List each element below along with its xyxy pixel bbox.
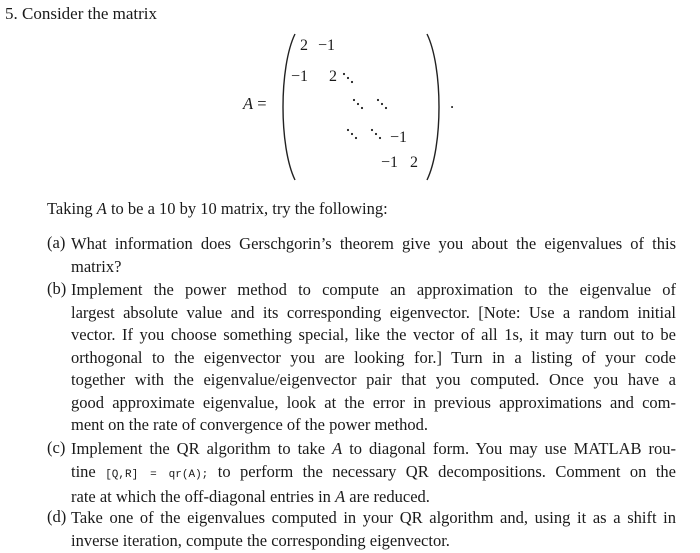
part-a-line-2: matrix? <box>71 256 122 276</box>
matrix-entry-r1c2: −1 <box>318 37 336 54</box>
part-d-line-1: Take one of the eigenvalues computed in your QR algorithm and, using it as a shift in <box>71 508 676 527</box>
part-c-line-1 <box>71 438 676 461</box>
part-c-var-a: A <box>332 439 343 458</box>
part-b-line-4: orthogonal to the eigenvector you are looking for.] Turn in a listing of your code <box>71 347 676 367</box>
part-d-body <box>71 507 676 552</box>
part-b-line-2: largest absolute value and its corresponding eigenvector. [Note: Use a random initial <box>71 302 676 322</box>
right-parenthesis <box>423 32 447 182</box>
part-b-line-7: ment on the rate of convergence of the power method. <box>71 415 429 434</box>
part-c-line-3-after: are reduced. <box>345 487 430 506</box>
intro-sentence <box>47 199 388 219</box>
part-c-line-1-after: to diagonal form. You may use MATLAB rou- <box>342 439 676 458</box>
matrix-trailing-period: . <box>450 93 455 112</box>
part-c-var-a-2: A <box>335 487 346 506</box>
matrix-symbol: A <box>243 94 254 113</box>
part-b-body <box>71 279 676 437</box>
problem-number: 5. <box>5 4 18 23</box>
part-c-line-3-before: rate at which the off-diagonal entries in <box>71 487 336 506</box>
part-c-line-3 <box>71 486 676 509</box>
part-a-line-1: What information does Gerschgorin’s theorem give you about the eigenvalues of this <box>71 234 676 253</box>
intro-after: to be a 10 by 10 matrix, try the following: <box>106 199 388 218</box>
part-d-label: (d) <box>47 507 67 526</box>
part-a-label: (a) <box>47 233 66 252</box>
part-b-line-6: good approximate eigenvalue, look at the error in previous approximations and com- <box>71 392 676 412</box>
matrix-entry-r2c1: −1 <box>291 68 309 85</box>
intro-before: Taking <box>47 199 97 218</box>
problem-heading <box>5 4 157 24</box>
qr-code-snippet: [Q,R] = qr(A); <box>105 468 209 481</box>
matrix-entry-r5c5: 2 <box>410 154 418 171</box>
matrix-entry-r5c4: −1 <box>381 154 399 171</box>
part-c-line-1-before: Implement the QR algorithm to take <box>71 439 333 458</box>
matrix-entry-r2c2: 2 <box>329 68 337 85</box>
matrix-lhs <box>243 94 267 114</box>
matrix-entry-r4c5: −1 <box>390 129 408 146</box>
part-b-line-1: Implement the power method to compute an approximation to the eigenvalue of <box>71 280 676 299</box>
part-b-line-3: vector. If you choose something special, like the vector of all 1s, it may turn out to be <box>71 325 676 344</box>
part-d-line-2: inverse iteration, compute the corresponding eigenvector. <box>71 530 450 550</box>
part-a-body <box>71 233 676 278</box>
left-parenthesis <box>275 32 299 182</box>
part-c-line-2-after: to perform the necessary QR decompositions. Comment on the <box>208 461 676 481</box>
problem-heading-text: Consider the matrix <box>22 4 158 23</box>
equals-sign: = <box>257 94 267 113</box>
part-b-label: (b) <box>47 279 67 298</box>
part-c-label: (c) <box>47 438 66 457</box>
part-b-line-5: together with the eigenvalue/eigenvector pair that you computed. Once you have a <box>71 370 676 389</box>
part-c-line-2-before: tine <box>71 461 106 481</box>
part-c-line-2 <box>71 461 676 487</box>
intro-var: A <box>96 199 107 218</box>
part-c-body <box>71 438 676 509</box>
matrix-entry-r1c1: 2 <box>300 37 308 54</box>
